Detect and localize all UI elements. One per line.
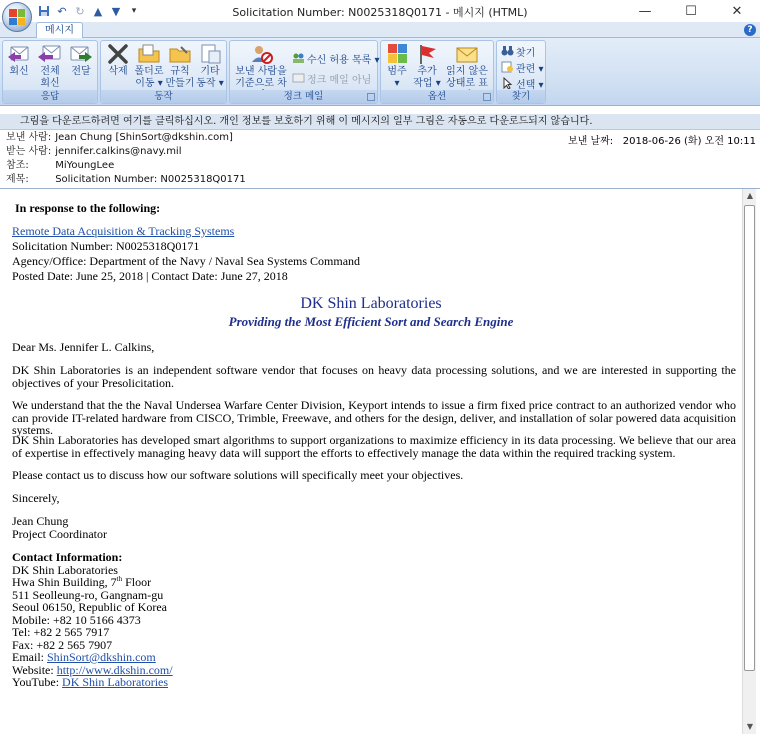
- vertical-scrollbar[interactable]: [742, 189, 756, 734]
- minimize-button[interactable]: —: [638, 3, 652, 19]
- contact-youtube-row: YouTube: DK Shin Laboratories: [12, 675, 169, 689]
- to-value[interactable]: jennifer.calkins@navy.mil: [55, 146, 182, 157]
- solicitation-title-link[interactable]: Remote Data Acquisition & Tracking Systems: [12, 224, 235, 238]
- contact-company: DK Shin Laboratories: [12, 562, 118, 577]
- scroll-up-icon[interactable]: ▲: [746, 191, 754, 200]
- office-logo-icon: [9, 9, 25, 25]
- forward-icon: [68, 43, 94, 65]
- to-label: 받는 사람:: [6, 146, 52, 157]
- contact-information: [12, 551, 736, 689]
- junk-options-launcher-icon[interactable]: [367, 93, 375, 101]
- reply-icon: [6, 43, 32, 65]
- contact-fax: Fax: +82 2 565 7907: [12, 637, 113, 652]
- email-link[interactable]: ShinSort@dkshin.com: [47, 650, 156, 664]
- delete-icon: [105, 43, 131, 65]
- create-rule-button[interactable]: 규칙 만들기: [165, 43, 195, 90]
- related-icon: [501, 61, 514, 73]
- message-header: [0, 130, 760, 188]
- greeting: Dear Ms. Jennifer L. Calkins,: [12, 340, 155, 354]
- posted-dates: Posted Date: June 25, 2018 | Contact Date: June 27, 2018: [12, 269, 288, 283]
- youtube-link[interactable]: DK Shin Laboratories: [62, 675, 169, 689]
- cc-label: 참조:: [6, 160, 29, 171]
- solicitation-block: [12, 224, 360, 284]
- find-button[interactable]: 찾기: [501, 44, 535, 58]
- options-launcher-icon[interactable]: [483, 93, 491, 101]
- other-actions-icon: [197, 43, 223, 65]
- title-bar: [0, 0, 760, 22]
- delete-button[interactable]: 삭제: [105, 43, 131, 78]
- scroll-down-icon[interactable]: ▼: [746, 722, 754, 731]
- not-junk-icon: [292, 72, 305, 84]
- binoculars-icon: [501, 45, 514, 57]
- contact-street: 511 Seolleung-ro, Gangnam-gu: [12, 587, 164, 602]
- paragraph-1: DK Shin Laboratories is an independent software vendor that focuses on heavy data processing solutions, and we are interested in supporting the objectives of your Presolicitation.: [12, 363, 736, 390]
- download-pictures-infobar[interactable]: 그림을 다운로드하려면 여기를 클릭하십시오. 개인 정보를 보호하기 위해 이 메시지의 일부 그림은 자동으로 다운로드되지 않습니다.: [0, 114, 760, 130]
- help-icon[interactable]: ?: [744, 24, 756, 36]
- from-row: [6, 131, 233, 145]
- contact-heading: Contact Information:: [12, 550, 123, 564]
- categorize-button[interactable]: 범주 ▾: [384, 43, 410, 90]
- reply-button[interactable]: 회신: [6, 43, 32, 78]
- group-options: [380, 40, 494, 104]
- to-row: [6, 145, 182, 159]
- group-find: [496, 40, 546, 104]
- from-label: 보낸 사람:: [6, 132, 52, 143]
- contact-email-row: Email: ShinSort@dkshin.com: [12, 650, 156, 664]
- group-label-junk-mail: 정크 메일: [230, 90, 377, 103]
- group-junk-mail: [229, 40, 378, 104]
- signature-name: Jean Chung: [12, 514, 69, 528]
- cc-value[interactable]: MiYoungLee: [55, 160, 115, 171]
- signature: [12, 515, 736, 540]
- solicitation-number: Solicitation Number: N0025318Q0171: [12, 239, 200, 253]
- not-junk-button[interactable]: 정크 메일 아님: [292, 71, 371, 85]
- sent-date: [568, 132, 756, 147]
- office-button[interactable]: [2, 2, 32, 32]
- related-button[interactable]: 관련 ▾: [501, 60, 544, 74]
- group-label-options: 옵션: [381, 90, 493, 103]
- customize-qat-icon[interactable]: ▾: [131, 6, 137, 16]
- from-value[interactable]: Jean Chung [ShinSort@dkshin.com]: [55, 132, 233, 143]
- safe-list-icon: [292, 52, 305, 64]
- block-sender-icon: [248, 43, 274, 65]
- website-link[interactable]: http://www.dkshin.com/: [56, 662, 173, 677]
- other-actions-button[interactable]: 기타 동작 ▾: [196, 43, 224, 90]
- closing: Sincerely,: [12, 491, 60, 505]
- folder-move-icon: [136, 43, 162, 65]
- select-button[interactable]: 선택 ▾: [501, 76, 544, 90]
- sent-value: 2018-06-26 (화) 오전 10:11: [622, 136, 756, 147]
- window-title: Solicitation Number: N0025318Q0171 - 메시지 (HTML): [232, 6, 528, 19]
- cc-row: [6, 159, 114, 173]
- agency-office: Agency/Office: Department of the Navy / Naval Sea Systems Command: [12, 254, 361, 268]
- forward-button[interactable]: 전달: [68, 43, 94, 78]
- maximize-button[interactable]: ☐: [685, 3, 697, 19]
- undo-icon[interactable]: ↶: [57, 4, 67, 18]
- move-to-folder-button[interactable]: 폴더로 이동 ▾: [133, 43, 165, 90]
- tab-message[interactable]: 메시지: [36, 22, 83, 39]
- group-label-actions: 동작: [101, 90, 226, 103]
- scrollbar-thumb[interactable]: [744, 205, 755, 671]
- contact-building: Hwa Shin Building, 7th Floor: [12, 575, 152, 589]
- cursor-icon: [501, 77, 514, 89]
- subject-label: 제목:: [6, 174, 29, 185]
- block-sender-button[interactable]: 보낸 사람을 기준으로 차: [232, 43, 290, 102]
- safe-list-button[interactable]: 수신 허용 목록 ▾: [292, 51, 380, 65]
- unread-mail-icon: [454, 43, 480, 65]
- next-item-icon[interactable]: ▼: [111, 4, 121, 18]
- reply-all-button[interactable]: 전체 회신: [36, 43, 64, 90]
- signature-title: Project Coordinator: [12, 526, 107, 541]
- group-label-respond: 응답: [3, 90, 97, 103]
- previous-item-icon[interactable]: ▲: [93, 4, 103, 18]
- contact-tel: Tel: +82 2 565 7917: [12, 625, 110, 639]
- reply-all-icon: [37, 43, 63, 65]
- subject-row: [6, 173, 246, 187]
- categorize-icon: [384, 43, 410, 65]
- paragraph-2: We understand that the the Naval Undersea Warfare Center Division, Keyport intends to issue a firm fixed price contract to an authorized vendor who can provide IT-related hardware from CISCO, Trimble, Freewave, and others for the design, deliver, and installation of solar powered data acquisition systems.: [12, 398, 736, 437]
- rules-icon: [167, 43, 193, 65]
- company-name: DK Shin Laboratories: [300, 295, 442, 312]
- contact-website-row: Website: http://www.dkshin.com/: [12, 662, 173, 677]
- group-actions: [100, 40, 227, 104]
- redo-icon[interactable]: ↻: [75, 4, 85, 18]
- company-tagline: Providing the Most Efficient Sort and Search Engine: [228, 314, 514, 329]
- paragraph-4: Please contact us to discuss how our software solutions will specifically meet your objectives.: [12, 468, 464, 482]
- contact-city: Seoul 06150, Republic of Korea: [12, 600, 167, 614]
- intro-text: In response to the following:: [15, 201, 161, 215]
- paragraph-3: DK Shin Laboratories has developed smart algorithms to support organizations to maximize efficiency in its data processing. We believe that our area of expertise in effectively managing heavy data will support the efforts to effectively manage the data within the required tracking system.: [12, 433, 736, 460]
- ribbon: [0, 38, 760, 106]
- follow-up-button[interactable]: 추가 작업 ▾: [413, 43, 441, 90]
- group-respond: [2, 40, 98, 104]
- sent-label: 보낸 날짜:: [567, 136, 614, 147]
- message-body: [0, 189, 742, 738]
- group-label-find: 찾기: [497, 90, 545, 103]
- subject-value: Solicitation Number: N0025318Q0171: [55, 174, 246, 185]
- ribbon-tab-row: [0, 22, 760, 38]
- contact-mobile: Mobile: +82 10 5166 4373: [12, 612, 141, 627]
- flag-icon: [414, 43, 440, 65]
- mark-unread-button[interactable]: 읽지 않은 상태로 표: [443, 43, 491, 102]
- close-button[interactable]: ✕: [731, 3, 743, 19]
